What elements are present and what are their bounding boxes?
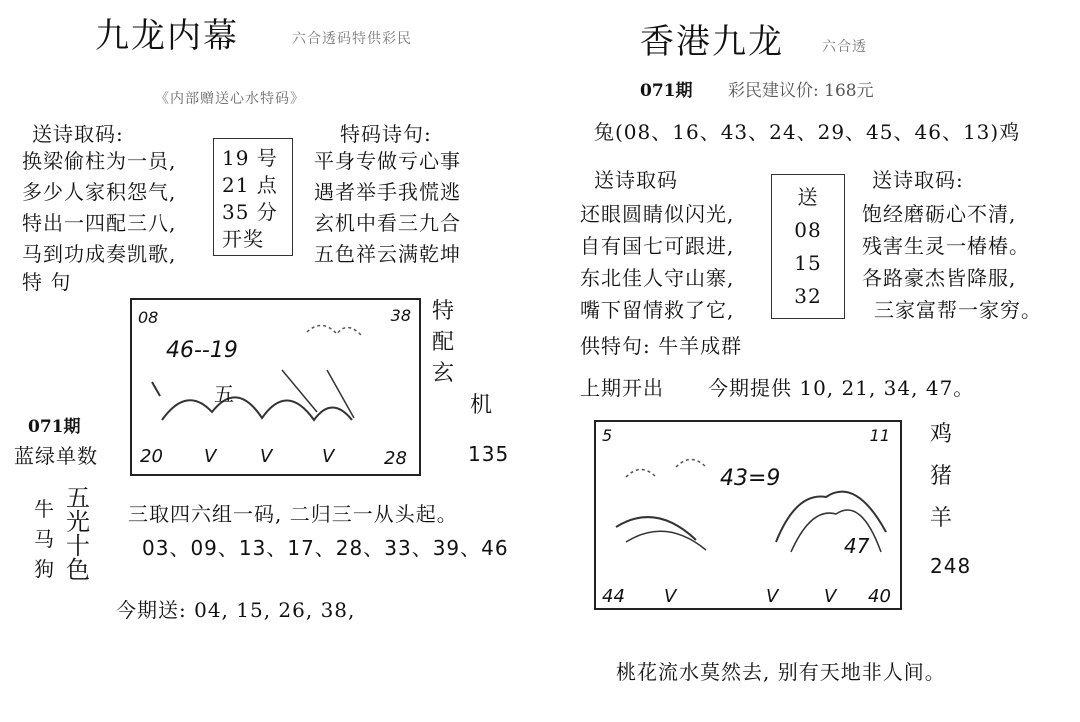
left-figure-corner-tl: 08: [138, 308, 159, 327]
left-special-phrase: 特 句: [22, 270, 72, 294]
animal: 马: [34, 527, 55, 551]
left-figure-label: 五: [214, 382, 234, 406]
left-period: 071期: [28, 417, 81, 437]
right-last-period: 上期开出: [580, 376, 664, 400]
side-char: 特: [432, 299, 455, 324]
color-char: 色: [66, 556, 90, 584]
right-today-offer: 今期提供 10, 21, 34, 47。: [708, 376, 975, 400]
box-line: 送: [797, 185, 819, 209]
poem-line: 三家富帮一家穷。: [874, 298, 1042, 322]
color-char: 光: [66, 508, 90, 536]
left-figure: [130, 298, 421, 476]
poem-line: 平身专做亏心事: [314, 149, 461, 173]
left-poem-right: [314, 146, 461, 270]
right-title: 香港九龙: [640, 22, 784, 62]
poem-line: 自有国七可跟进,: [580, 234, 735, 258]
left-figure-bottom-2: V: [260, 446, 273, 467]
poem-line: 马到功成奏凯歌,: [22, 242, 177, 266]
side-char: 猪: [930, 464, 953, 489]
left-blue-green: 蓝绿单数: [14, 444, 98, 468]
box-line: 15: [794, 251, 822, 275]
box-line: 32: [794, 284, 822, 308]
right-figure: [594, 420, 902, 610]
right-figure-47: 47: [844, 534, 870, 558]
box-line: 08: [794, 218, 822, 242]
right-figure-text: 43=9: [720, 466, 781, 491]
left-side-vertical-last: 机: [470, 393, 493, 418]
right-send-poem-label-right: 送诗取码:: [872, 168, 964, 192]
right-side-number: 248: [930, 554, 972, 578]
left-figure-bottom-3: V: [322, 446, 335, 467]
right-figure-bottom-2: V: [766, 586, 779, 607]
poem-line: 残害生灵一椿椿。: [862, 234, 1030, 258]
left-title: 九龙内幕: [95, 16, 239, 56]
right-figure-bottom-4: 40: [868, 586, 891, 607]
color-char: 五: [66, 484, 90, 512]
right-closing-line: 桃花流水莫然去, 别有天地非人间。: [616, 660, 946, 684]
left-send-poem-label: 送诗取码:: [32, 122, 124, 146]
poem-line: 换梁偷柱为一员,: [22, 149, 177, 173]
right-poem-right: [862, 198, 1042, 326]
box-line: 开奖: [222, 227, 264, 251]
right-figure-bottom-0: 44: [602, 586, 625, 607]
right-figure-bottom-1: V: [664, 586, 677, 607]
poem-line: 东北佳人守山寨,: [580, 266, 735, 290]
right-subtitle: 六合透: [822, 39, 867, 55]
poem-line: 多少人家积怨气,: [22, 180, 177, 204]
left-today-send: 今期送: 04, 15, 26, 38,: [116, 598, 356, 622]
left-side-number: 135: [468, 442, 510, 466]
animal: 牛: [34, 497, 55, 521]
left-figure-bottom-4: 28: [384, 448, 407, 469]
side-char: 玄: [432, 361, 455, 386]
left-side-vertical: [432, 296, 454, 389]
poem-line: 五色祥云满乾坤: [314, 242, 461, 266]
left-poem-left: [22, 146, 176, 270]
box-line: 35 分: [222, 200, 278, 224]
hills-sketch: [596, 422, 900, 608]
color-char: 十: [66, 532, 90, 560]
right-zodiac-line: 兔(08、16、43、24、29、45、46、13)鸡: [594, 120, 1021, 144]
right-figure-corner-tr: 11: [869, 426, 890, 445]
left-colors-vertical: [66, 486, 90, 582]
left-figure-bottom-1: V: [204, 446, 217, 467]
left-draw-time-box: [213, 138, 293, 256]
animal: 狗: [34, 557, 55, 581]
side-char: 配: [432, 330, 455, 355]
right-side-vertical: [930, 414, 952, 540]
right-send-box: [771, 174, 845, 319]
right-figure-corner-tl: 5: [602, 426, 613, 445]
right-send-poem-label-left: 送诗取码: [594, 168, 678, 192]
left-animals: [34, 494, 55, 584]
left-special-poem-label: 特码诗句:: [340, 122, 432, 146]
side-char: 羊: [930, 506, 953, 531]
box-line: 21 点: [222, 173, 278, 197]
poem-line: 还眼圆睛似闪光,: [580, 202, 735, 226]
left-subtitle: 六合透码特供彩民: [292, 31, 412, 47]
right-poem-left: [580, 198, 734, 326]
poem-line: 各路豪杰皆降服,: [862, 266, 1017, 290]
left-figure-text: 46--19: [166, 338, 238, 363]
poem-line: 嘴下留情救了它,: [580, 298, 735, 322]
poem-line: 遇者举手我慌逃: [314, 180, 461, 204]
right-figure-bottom-3: V: [824, 586, 837, 607]
left-rule-line: 三取四六组一码, 二归三一从头起。: [128, 502, 458, 526]
left-figure-corner-tr: 38: [390, 306, 411, 325]
mountains-sketch: [132, 300, 419, 474]
poem-line: 饱经磨砺心不清,: [862, 202, 1017, 226]
box-line: 19 号: [222, 146, 278, 170]
right-special-phrase: 供特句: 牛羊成群: [580, 334, 743, 358]
poem-line: 特出一四配三八,: [22, 211, 177, 235]
left-number-line: 03、09、13、17、28、33、39、46: [142, 536, 509, 560]
left-banner: 《内部赠送心水特码》: [155, 91, 305, 107]
poem-line: 玄机中看三九合: [314, 211, 461, 235]
right-period: 071期: [640, 81, 693, 101]
left-figure-bottom-0: 20: [140, 446, 163, 467]
right-suggest-price: 彩民建议价: 168元: [728, 81, 874, 101]
side-char: 鸡: [930, 422, 953, 447]
